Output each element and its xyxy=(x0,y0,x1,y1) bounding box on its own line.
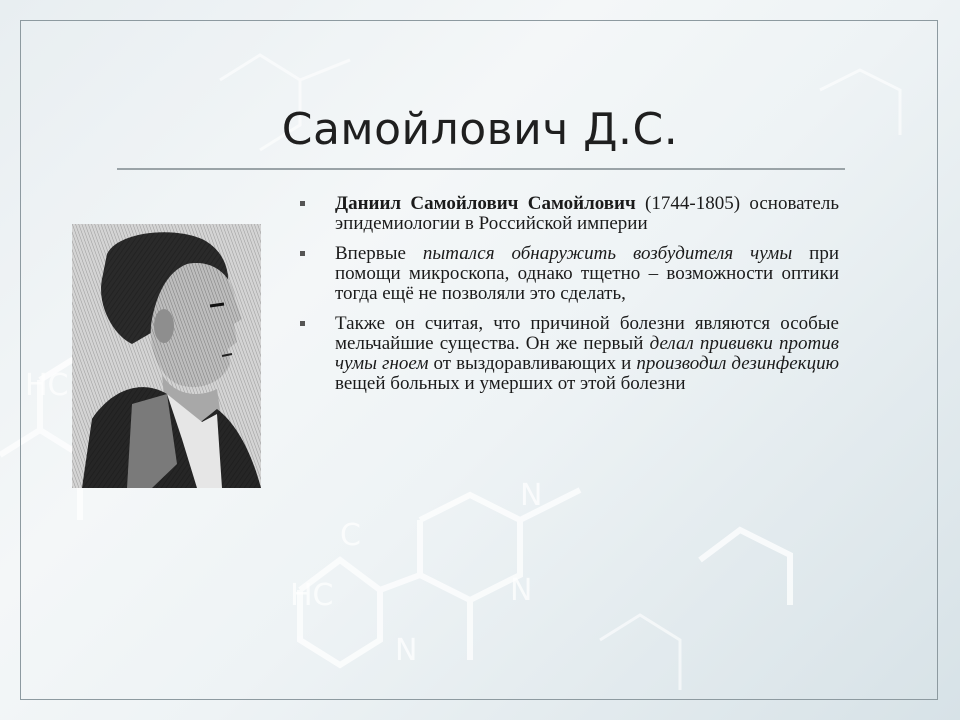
svg-text:N: N xyxy=(520,478,543,513)
bullet-list xyxy=(298,194,839,404)
slide-title: Самойлович Д.С. xyxy=(281,104,679,155)
svg-text:HC: HC xyxy=(290,578,334,613)
portrait-image xyxy=(72,224,261,488)
bullet-text: от выздоравливающих и xyxy=(428,353,637,374)
person-name: Даниил Самойлович Самойлович xyxy=(335,193,636,214)
title-underline xyxy=(117,168,845,170)
bullet-text: вещей больных и умерших от этой болезни xyxy=(335,373,686,394)
bullet-text: Также он считая, что причиной болезни являются особые мельчайшие существа. Он же первый xyxy=(335,313,839,354)
svg-text:N: N xyxy=(510,573,533,608)
svg-text:N: N xyxy=(395,633,418,668)
bullet-emphasis: пытался обнаружить возбудителя чумы xyxy=(422,243,793,264)
bullet-item xyxy=(298,314,839,394)
bullet-text: при помощи микроскопа, однако тщетно – возможности оптики тогда ещё не позволяли это сделать, xyxy=(335,243,839,304)
svg-text:HC: HC xyxy=(25,368,69,403)
bullet-item xyxy=(298,194,839,234)
bullet-emphasis: делал прививки против чумы гноем xyxy=(335,333,839,374)
life-years: (1744-1805) xyxy=(635,193,741,214)
svg-text:C: C xyxy=(340,518,361,553)
bullet-text: основатель эпидемиологии в Российской империи xyxy=(335,193,839,234)
bullet-text: Впервые xyxy=(335,243,423,264)
bullet-emphasis: производил дезинфекцию xyxy=(636,353,839,374)
bullet-item xyxy=(298,244,839,304)
